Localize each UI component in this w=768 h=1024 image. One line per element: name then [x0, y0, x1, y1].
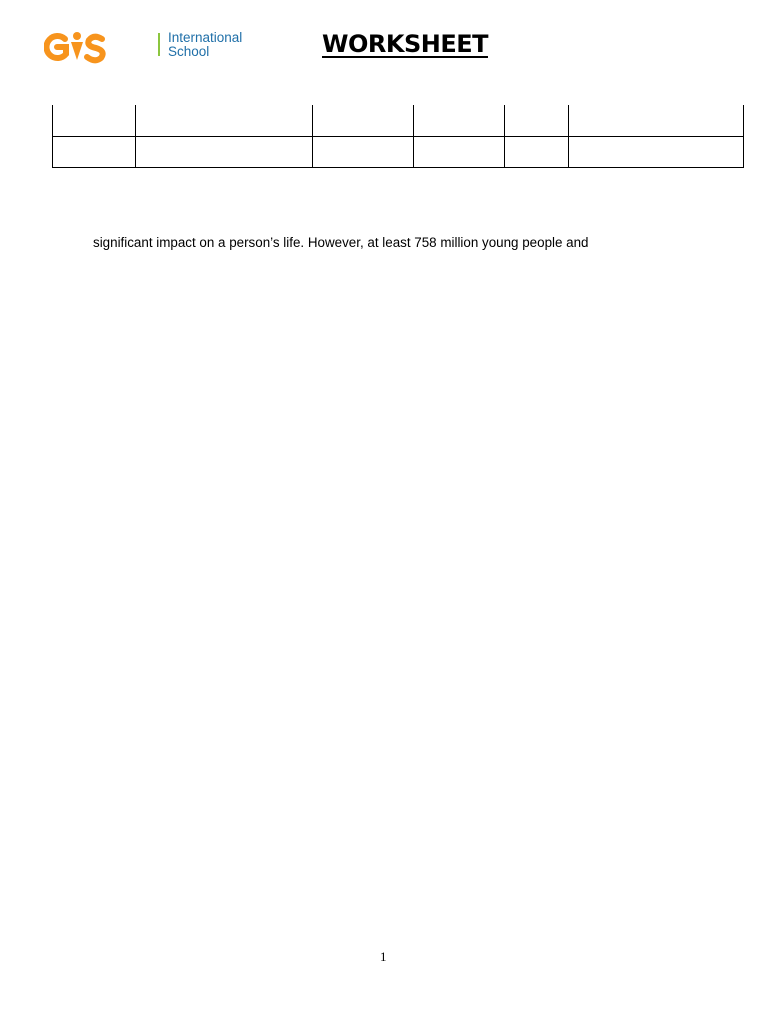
table-fragment [52, 105, 744, 169]
logo-divider [158, 33, 160, 56]
school-logo [44, 30, 243, 64]
logo-line-international: International [168, 30, 243, 45]
worksheet-title: WORKSHEET [322, 30, 488, 58]
gis-logo-mark-icon [44, 30, 110, 64]
body-text-line: significant impact on a person’s life. However, at least 758 million young people and [93, 235, 589, 250]
logo-text [168, 31, 242, 58]
page-number: 1 [380, 949, 387, 964]
table-border-bottom [52, 167, 744, 168]
table-row-divider [52, 136, 744, 137]
logo-line-school: School [168, 43, 210, 59]
